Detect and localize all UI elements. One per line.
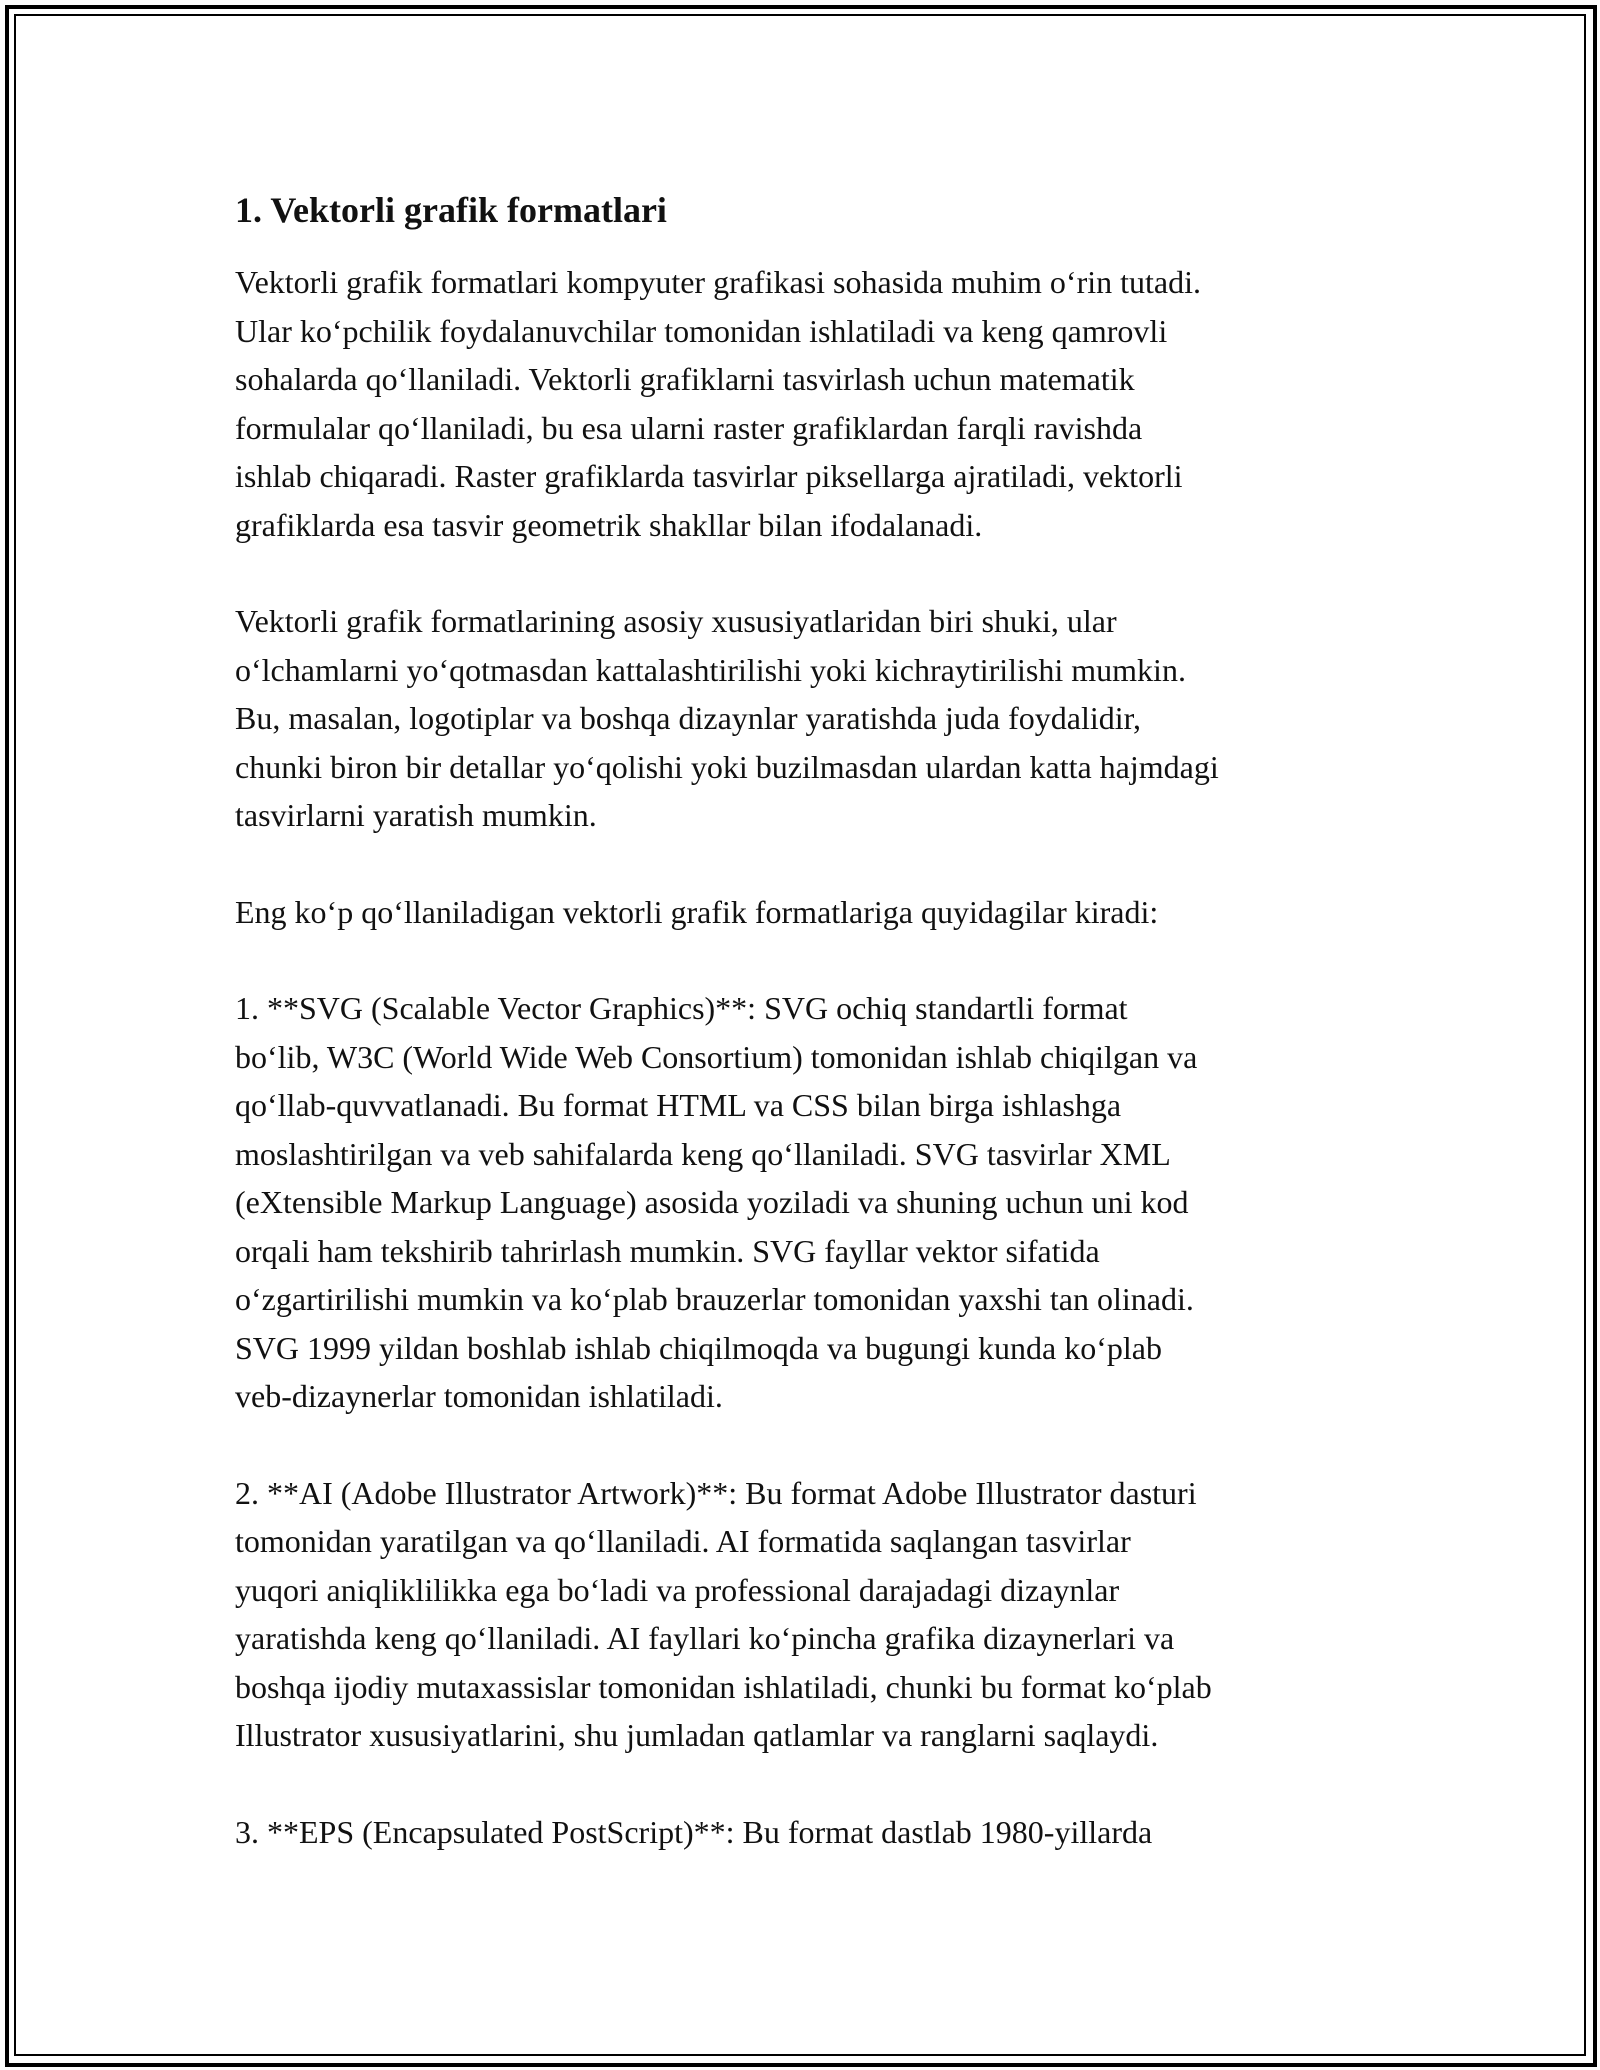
text-line: Vektorli grafik formatlari kompyuter grafikasi sohasida muhim o‘rin tutadi. [235,264,1201,300]
list-item-eps [235,1808,1395,1857]
text-line: SVG 1999 yildan boshlab ishlab chiqilmoqda va bugungi kunda ko‘plab [235,1329,1162,1366]
text-line: Eng ko‘p qo‘llaniladigan vektorli grafik formatlariga quyidagilar kiradi: [235,893,1159,930]
text-line: 1. **SVG (Scalable Vector Graphics)**: SVG ochiq standartli format [235,990,1128,1026]
text-line: moslashtirilgan va veb sahifalarda keng qo‘llaniladi. SVG tasvirlar XML [235,1135,1171,1172]
text-line: Bu, masalan, logotiplar va boshqa dizaynlar yaratishda juda foydalidir, [235,700,1142,736]
text-line: qo‘llab-quvvatlanadi. Bu format HTML va CSS bilan birga ishlashga [235,1087,1122,1123]
text-line: bo‘lib, W3C (World Wide Web Consortium) tomonidan ishlab chiqilgan va [235,1038,1198,1075]
text-line: chunki biron bir detallar yo‘qolishi yoki buzilmasdan ulardan katta hajmdagi [235,748,1219,785]
paragraph-list-intro [235,888,1395,937]
text-line: o‘lchamlarni yo‘qotmasdan kattalashtirilishi yoki kichraytirilishi mumkin. [235,651,1186,688]
paragraph-features [235,597,1395,840]
document-body [235,186,1395,1904]
text-line: formulalar qo‘llaniladi, bu esa ularni raster grafiklardan farqli ravishda [235,409,1143,446]
text-line: Ular ko‘pchilik foydalanuvchilar tomonidan ishlatiladi va keng qamrovli [235,312,1168,349]
text-line: 3. **EPS (Encapsulated PostScript)**: Bu format dastlab 1980-yillarda [235,1813,1153,1850]
text-line: yaratishda keng qo‘llaniladi. AI fayllari ko‘pincha grafika dizaynerlari va [235,1620,1175,1656]
text-line: veb-dizaynerlar tomonidan ishlatiladi. [235,1378,723,1414]
text-line: grafiklarda esa tasvir geometrik shakllar bilan ifodalanadi. [235,506,983,543]
text-line: orqali ham tekshirib tahrirlash mumkin. SVG fayllar vektor sifatida [235,1232,1100,1269]
list-item-svg [235,984,1395,1421]
text-line: (eXtensible Markup Language) asosida yoziladi va shuning uchun uni kod [235,1184,1189,1220]
text-line: boshqa ijodiy mutaxassislar tomonidan ishlatiladi, chunki bu format ko‘plab [235,1668,1212,1705]
text-line: sohalarda qo‘llaniladi. Vektorli grafiklarni tasvirlash uchun matematik [235,361,1135,397]
text-line: 2. **AI (Adobe Illustrator Artwork)**: Bu format Adobe Illustrator dasturi [235,1474,1197,1511]
list-item-ai [235,1469,1395,1760]
text-line: ishlab chiqaradi. Raster grafiklarda tasvirlar piksellarga ajratiladi, vektorli [235,458,1183,494]
text-line: tasvirlarni yaratish mumkin. [235,797,597,833]
paragraph-intro [235,258,1395,549]
text-line: tomonidan yaratilgan va qo‘llaniladi. AI formatida saqlangan tasvirlar [235,1523,1131,1559]
section-heading: 1. Vektorli grafik formatlari [235,190,667,230]
text-line: yuqori aniqliklilikka ega bo‘ladi va professional darajadagi dizaynlar [235,1571,1120,1608]
text-line: Illustrator xususiyatlarini, shu jumladan qatlamlar va ranglarni saqlaydi. [235,1717,1159,1753]
text-line: Vektorli grafik formatlarining asosiy xususiyatlaridan biri shuki, ular [235,603,1117,639]
text-line: o‘zgartirilishi mumkin va ko‘plab brauzerlar tomonidan yaxshi tan olinadi. [235,1281,1194,1317]
